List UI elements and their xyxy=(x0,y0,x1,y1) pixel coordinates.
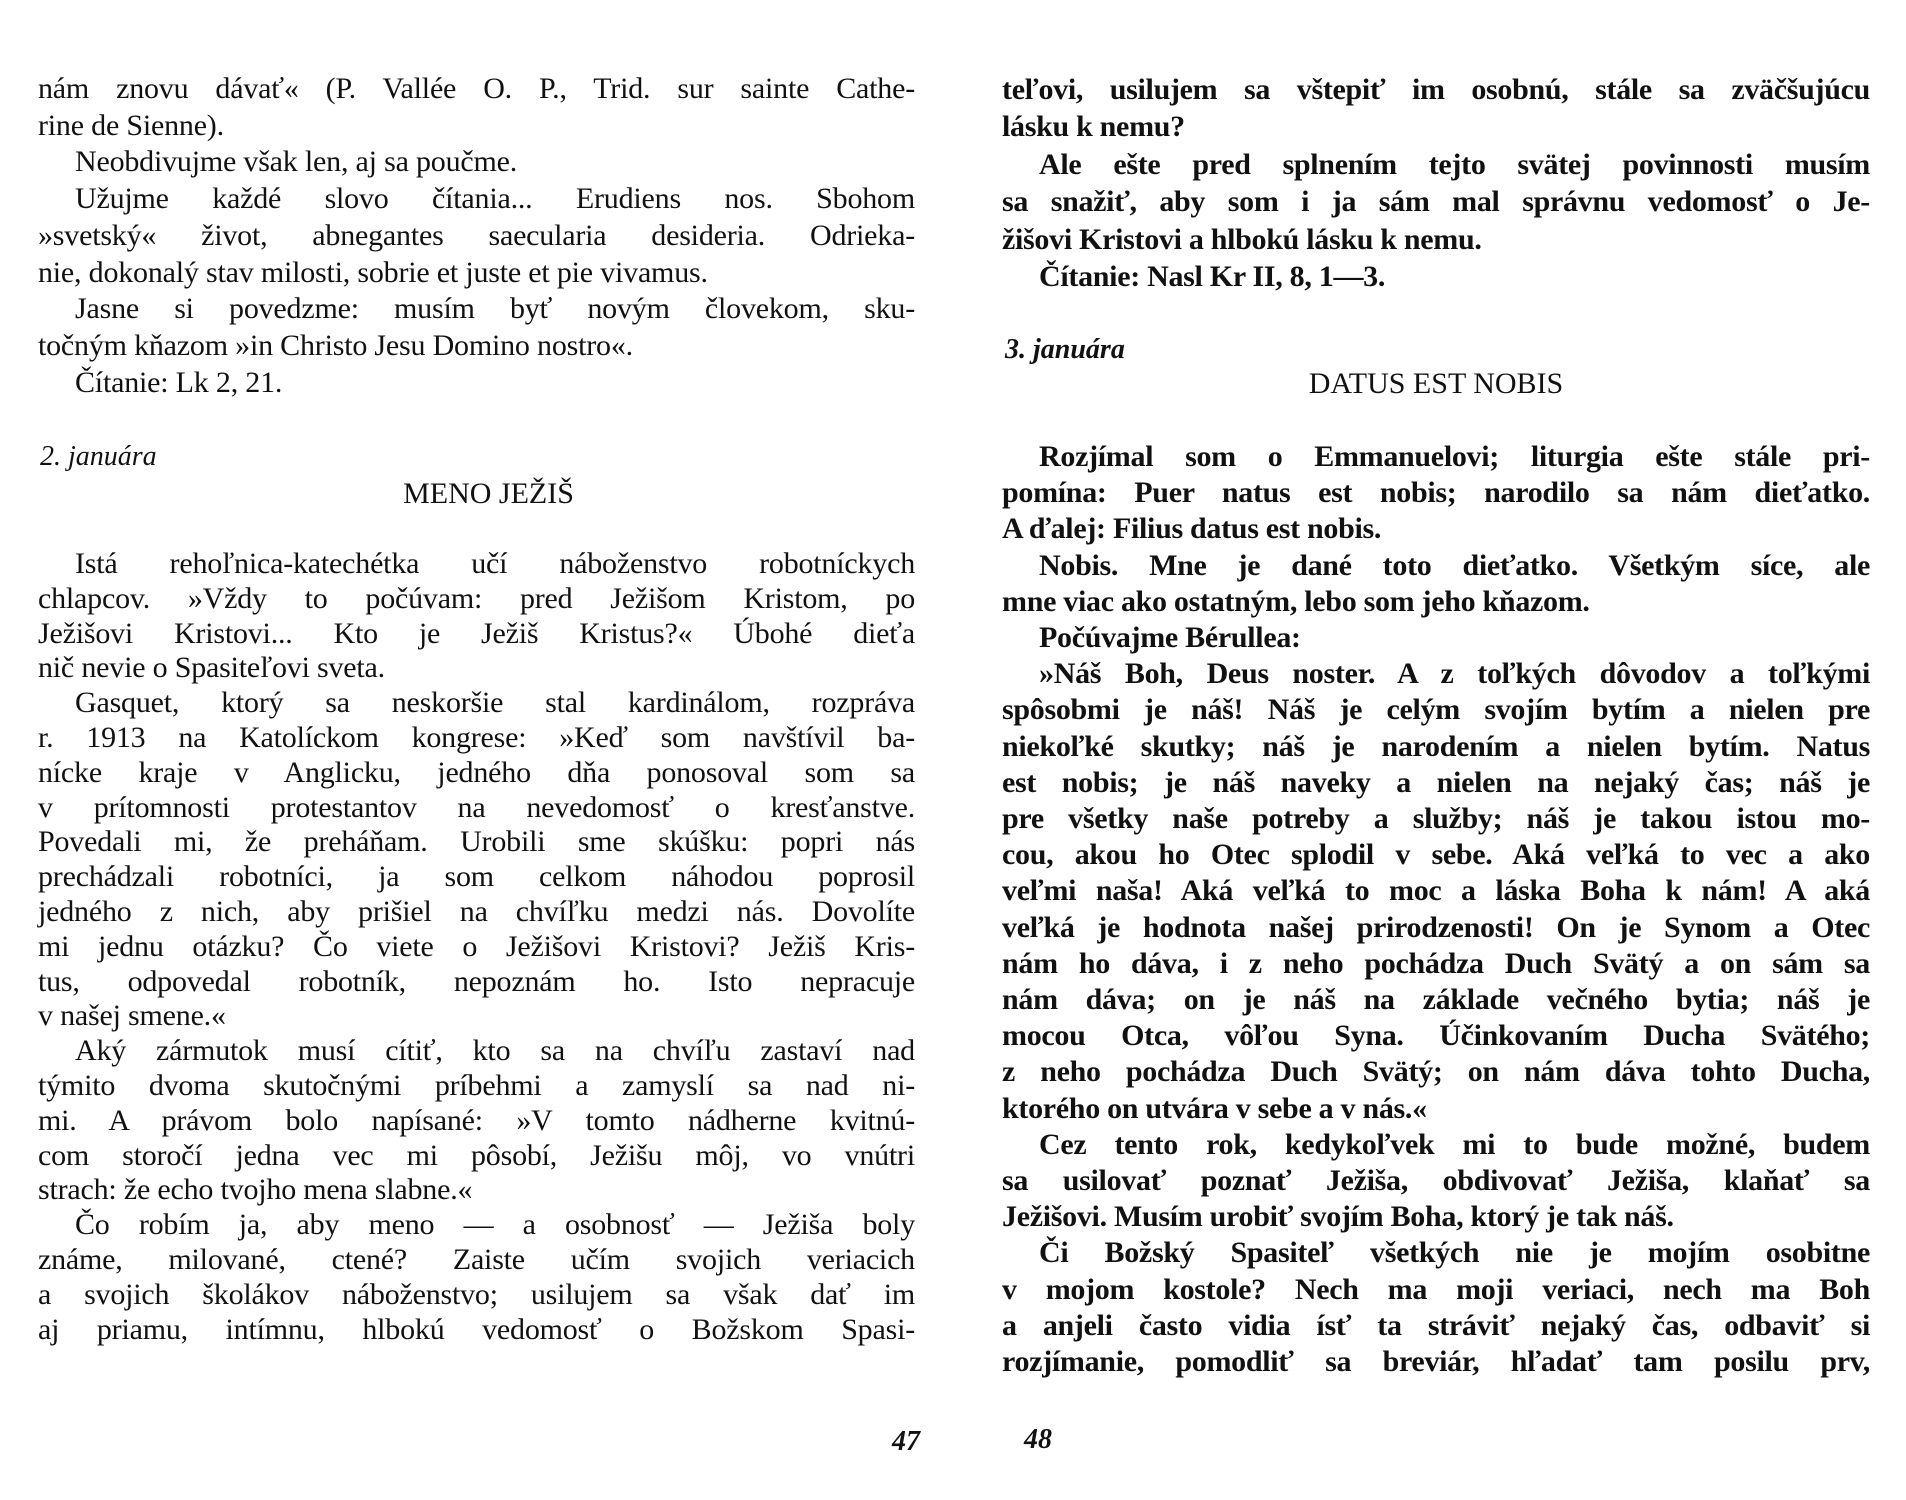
text-line: r. 1913 na Katolíckom kongrese: »Keď som navštívil ba- xyxy=(38,720,915,754)
text-line: veľmi naša! Aká veľká to moc a láska Boha k nám! A aká xyxy=(1002,874,1870,908)
text-line: z neho pochádza Duch Svätý; on nám dáva tohto Ducha, xyxy=(1002,1055,1870,1089)
text-line: v prítomnosti protestantov na nevedomosť o kresťanstve. xyxy=(38,790,915,824)
text-line: veľká je hodnota našej prirodzenosti! On je Synom a Otec xyxy=(1002,910,1870,944)
text-line: Aký zármutok musí cítiť, kto sa na chvíľu zastaví nad xyxy=(75,1034,915,1068)
text-line: a svojich školákov náboženstvo; usilujem sa však dať im xyxy=(38,1277,915,1311)
text-line: A ďalej: Filius datus est nobis. xyxy=(1002,512,1382,546)
paragraph xyxy=(1002,656,1870,1127)
left-section-text xyxy=(38,547,915,1347)
text-line: rozjímanie, pomodliť sa breviár, hľadať tam posilu prv, xyxy=(1002,1345,1870,1379)
paragraph xyxy=(38,547,915,686)
text-line: Cez tento rok, kedykoľvek mi to bude možné, budem xyxy=(1039,1127,1870,1161)
text-line: v mojom kostole? Nech ma moji veriaci, nech ma Boh xyxy=(1002,1272,1870,1306)
text-line: žišovi Kristovi a hlbokú lásku k nemu. xyxy=(1002,222,1482,256)
text-line: jedného z nich, aby prišiel na chvíľku medzi nás. Dovolíte xyxy=(38,894,915,928)
text-line: mi jednu otázku? Čo viete o Ježišovi Kristovi? Ježiš Kris- xyxy=(38,929,915,963)
text-line: Istá rehoľnica-katechétka učí náboženstvo robotníckych xyxy=(75,547,915,580)
paragraph xyxy=(38,1208,915,1347)
text-line: nám znovu dávať« (P. Vallée O. P., Trid. sur sainte Cathe- xyxy=(38,72,915,105)
text-line: Čo robím ja, aby meno — a osobnosť — Ježiša boly xyxy=(75,1208,915,1242)
text-line: com storočí jedna vec mi pôsobí, Ježišu môj, vo vnútri xyxy=(38,1138,915,1172)
text-line: teľovi, usilujem sa vštepiť im osobnú, stále sa zväčšujúcu xyxy=(1002,73,1870,106)
page-number: 48 xyxy=(1024,1424,1052,1455)
right-top-text xyxy=(1002,71,1870,295)
paragraph xyxy=(1002,548,1870,620)
text-line: v našej smene.« xyxy=(38,999,226,1033)
paragraph xyxy=(1002,71,1870,146)
section-date: 2. januára xyxy=(40,441,157,472)
paragraph xyxy=(38,144,915,181)
text-line: pre všetky naše potreby a služby; náš je takou istou mo- xyxy=(1002,802,1870,836)
paragraph xyxy=(1002,258,1870,295)
text-line: nám dáva; on je náš na základe večného bytia; náš je xyxy=(1002,983,1870,1017)
text-line: Gasquet, ktorý sa neskoršie stal kardinálom, rozpráva xyxy=(75,686,915,720)
text-line: Čítanie: Lk 2, 21. xyxy=(75,365,283,399)
paragraph xyxy=(1002,146,1870,258)
section-title: MENO JEŽIŠ xyxy=(403,477,574,510)
paragraph xyxy=(1002,439,1870,548)
text-line: aj priamu, intímnu, hlbokú vedomosť o Božskom Spasi- xyxy=(38,1312,915,1346)
paragraph xyxy=(38,71,915,144)
text-line: mne viac ako ostatným, lebo som jeho kňazom. xyxy=(1002,584,1590,618)
text-line: Jasne si povedzme: musím byť novým človekom, sku- xyxy=(75,292,915,326)
section-date: 3. januára xyxy=(1005,334,1125,365)
paragraph xyxy=(38,365,915,402)
text-line: Ježišovi Kristovi... Kto je Ježiš Kristus?« Úbohé dieťa xyxy=(38,616,915,650)
paragraph xyxy=(38,181,915,291)
text-line: známe, milované, ctené? Zaiste učím svojich veriacich xyxy=(38,1242,915,1276)
text-line: Neobdivujme však len, aj sa poučme. xyxy=(75,145,518,179)
text-line: cou, akou ho Otec splodil v sebe. Aká veľká to vec a ako xyxy=(1002,838,1870,872)
section-title: DATUS EST NOBIS xyxy=(1308,367,1564,400)
text-line: a anjeli často vidia ísť ta stráviť nejaký čas, odbaviť si xyxy=(1002,1308,1870,1342)
text-line: niekoľké skutky; náš je narodením a nielen bytím. Natus xyxy=(1002,729,1870,763)
text-line: »svetský« život, abnegantes saecularia desideria. Odrieka- xyxy=(38,218,915,252)
text-line: mocou Otca, vôľou Syna. Účinkovaním Ducha Svätého; xyxy=(1002,1019,1870,1053)
text-line: Či Božský Spasiteľ všetkých nie je mojím osobitne xyxy=(1039,1236,1870,1270)
text-line: »Náš Boh, Deus noster. A z toľkých dôvodov a toľkými xyxy=(1039,657,1870,691)
text-line: rine de Sienne). xyxy=(38,108,224,142)
paragraph xyxy=(38,1034,915,1208)
text-line: lásku k nemu? xyxy=(1002,110,1185,144)
text-line: sa snažiť, aby som i ja sám mal správnu vedomosť o Je- xyxy=(1002,185,1870,219)
text-line: nám ho dáva, i z neho pochádza Duch Svätý a on sám sa xyxy=(1002,946,1870,980)
text-line: nícke kraje v Anglicku, jedného dňa ponosoval som sa xyxy=(38,755,915,789)
text-line: Čítanie: Nasl Kr II, 8, 1—3. xyxy=(1039,260,1386,294)
page-number: 47 xyxy=(892,1426,920,1457)
paragraph xyxy=(1002,1235,1870,1380)
text-line: točným kňazom »in Christo Jesu Domino nostro«. xyxy=(38,328,633,362)
paragraph xyxy=(38,686,915,1034)
right-section-text xyxy=(1002,439,1870,1380)
text-line: Nobis. Mne je dané toto dieťatko. Všetkým síce, ale xyxy=(1039,548,1870,582)
paragraph xyxy=(38,291,915,364)
text-line: strach: že echo tvojho mena slabne.« xyxy=(38,1173,473,1207)
text-line: Ale ešte pred splnením tejto svätej povinnosti musím xyxy=(1039,147,1870,181)
text-line: tus, odpovedal robotník, nepoznám ho. Isto nepracuje xyxy=(38,964,915,998)
paragraph xyxy=(1002,1127,1870,1236)
text-line: spôsobmi je náš! Náš je celým svojím bytím a nielen pre xyxy=(1002,693,1870,727)
text-line: nie, dokonalý stav milosti, sobrie et juste et pie vivamus. xyxy=(38,255,708,289)
text-line: sa usilovať poznať Ježiša, obdivovať Ježiša, klaňať sa xyxy=(1002,1164,1870,1198)
text-line: Ježišovi. Musím urobiť svojím Boha, ktorý je tak náš. xyxy=(1002,1200,1674,1234)
text-line: týmito dvoma skutočnými príbehmi a zamyslí sa nad ni- xyxy=(38,1068,915,1102)
left-top-text xyxy=(38,71,915,401)
text-line: pomína: Puer natus est nobis; narodilo sa nám dieťatko. xyxy=(1002,476,1870,510)
right-page xyxy=(953,0,1906,1500)
text-line: Počúvajme Bérullea: xyxy=(1039,621,1301,655)
text-line: est nobis; je náš naveky a nielen na nejaký čas; náš je xyxy=(1002,765,1870,799)
text-line: Užujme každé slovo čítania... Erudiens nos. Sbohom xyxy=(75,182,915,216)
text-line: chlapcov. »Vždy to počúvam: pred Ježišom Kristom, po xyxy=(38,581,915,615)
text-line: prechádzali robotníci, ja som celkom náhodou poprosil xyxy=(38,860,915,894)
text-line: Povedali mi, že preháňam. Urobili sme skúšku: popri nás xyxy=(38,825,915,859)
text-line: ktorého on utvára v sebe a v nás.« xyxy=(1002,1091,1427,1125)
text-line: Rozjímal som o Emmanuelovi; liturgia ešte stále pri- xyxy=(1039,440,1870,473)
text-line: nič nevie o Spasiteľovi sveta. xyxy=(38,651,385,685)
text-line: mi. A právom bolo napísané: »V tomto nádherne kvitnú- xyxy=(38,1103,915,1137)
paragraph xyxy=(1002,620,1870,656)
